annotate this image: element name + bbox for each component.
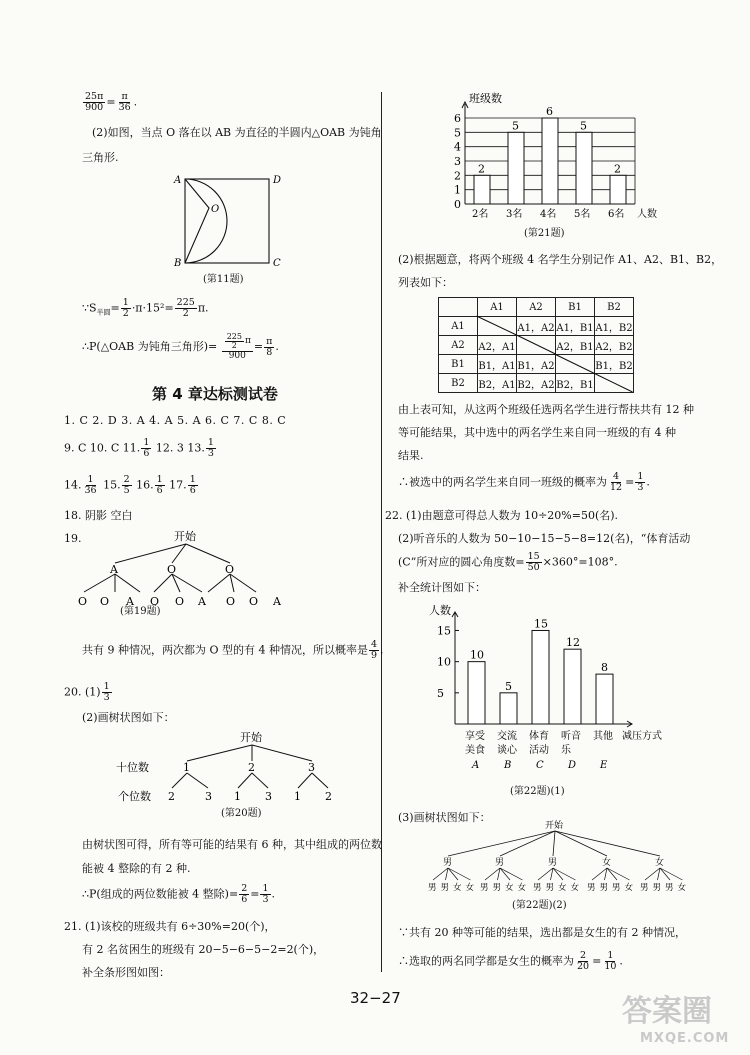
bar-value-label: 15 [534,617,548,631]
tree19-leaf: O [226,595,236,608]
pair-table [438,297,634,393]
x-tick-label: 3名 [506,209,523,220]
q11-part2-text2: 三角形. [82,151,119,164]
q22-part3-text: (3)画树状图如下： [398,811,491,824]
tree20-root: 开始 [240,731,262,744]
tree22-leaf: 男 [640,883,649,893]
tree22-leaf: 女 [558,883,567,893]
q21-part1-line2: 有 2 名贫困生的班级有 20−5−6−5−2=2(个)， [82,943,325,956]
tree22-l1: 女 [655,858,665,868]
tree22-leaf: 女 [677,883,687,893]
tree20-row2-label: 个位数 [118,790,151,803]
bar-value-label: 12 [566,636,580,650]
chapter-heading: 第 4 章达标测试卷 [152,385,278,403]
tree22-leaf: 男 [587,883,596,893]
table-row [439,336,634,355]
tree22-leaf: 女 [505,883,514,893]
q20-part2-text: (2)画树状图如下： [82,711,175,724]
tree22-edge [448,868,471,880]
q22-part2-a: (2)听音乐的人数为 50−10−15−5−8=12(名)，“体育活动 [398,532,691,545]
x-letter-label: E [600,760,608,771]
x-letter-label: B [504,760,512,771]
tree22-leaf: 女 [465,883,475,893]
table-cell: A2 [517,298,556,317]
tree19-leaf: O [100,595,110,608]
bar-B [500,693,517,724]
y-tick-label: 4 [454,140,461,154]
y-tick-label: 0 [454,198,461,211]
x-tick-label: 美食 [465,745,485,756]
tree20-l1: 1 [183,761,190,774]
y-tick-label: 3 [454,155,461,168]
table-cell [556,355,595,374]
bar-value-label: 8 [601,661,608,675]
bar-C [532,630,549,724]
table-cell: B2，A2 [517,374,556,393]
table-cell: B2 [595,298,634,317]
tree22-l1: 女 [602,858,612,868]
tree22-leaf: 男 [599,883,609,893]
label-b: B [174,258,182,269]
label-a: A [174,175,182,186]
table-cell: A2，A1 [478,336,517,355]
caption-tree19: (第19题) [120,606,161,617]
y-tick-label: 2 [454,169,461,183]
table-cell: B2，B1 [556,374,595,393]
y-axis-label: 人数 [429,604,451,617]
y-tick-label: 10 [437,655,451,669]
answers-1-8: 1. C 2. D 3. A 4. A 5. A 6. C 7. C 8. C [64,414,287,427]
tree22-leaf: 女 [624,883,634,893]
bar-value-label: 2 [614,162,621,176]
q20-result-1: 由树状图可得，所有等可能的结果有 6 种，其中组成的两位数 [82,838,382,851]
tree22-edge [660,868,670,880]
tree20-leaf: 2 [168,790,175,803]
table-cell: A2，B1 [556,336,595,355]
caption-tree20: (第20题) [221,808,262,819]
tree22-leaf: 女 [570,883,580,893]
q11-part2-text: (2)如图，当点 O 落在以 AB 为直径的半圆内△OAB 为钝角 [92,126,382,139]
tree22-leaf: 女 [517,883,527,893]
table-cell: A1，A2 [517,317,556,336]
table-cell [439,298,478,317]
probability-11-line: ∴P(△OAB 为钝角三角形)= $\frac{225}{2}$ π 900 = $\frac{\pi}{8}$ . [82,332,279,361]
q21-part1-line3: 补全条形图如图： [82,966,170,979]
tree22-edge [607,868,630,880]
x-tick-label: 享受 [465,731,485,742]
answers-9-13: 9. C 10. C 11. $\frac{1}{6}$ 12. 3 13. $\frac{1}{3}$ [64,437,214,459]
table-cell: B1 [556,298,595,317]
x-tick-label: 5名 [574,209,591,220]
tree22-leaf: 男 [612,883,621,893]
tree22-root: 开始 [545,821,564,831]
table-cell: A2，B2 [595,336,634,355]
bar-D [564,649,581,724]
q22-result: ∵共有 20 种等可能的结果，选出都是女生的有 2 种情况， [398,926,686,939]
table-cell [478,317,517,336]
q21-analysis-1: 由上表可知，从这两个班级任选两名学生进行帮扶共有 12 种 [398,403,694,416]
caption-chart22: (第22题)(1) [510,786,565,797]
tree20-leaf: 3 [265,790,272,803]
tree20-leaf: 3 [205,790,212,803]
q20-probability: ∴P(组成的两位数能被 4 整除)= $\frac{2}{6}$ = $\frac{1}{3}$ . [82,883,276,905]
x-axis-label: 减压方式 [622,731,662,742]
x-tick-label: 体育 [529,731,549,742]
table-cell: B1，A2 [517,355,556,374]
q21-part2-text-b: 列表如下： [398,276,453,289]
tree22-leaf: 男 [428,883,437,893]
tree22-edge [555,831,607,856]
tree20-l1: 2 [248,761,255,774]
tree20-leaf: 1 [234,790,241,803]
tree19-leaf: O [150,595,160,608]
tree22-edge [660,868,683,880]
watermark-logo: 答案圈 [622,994,712,1029]
tree20-row1-label: 十位数 [116,761,149,774]
y-tick-label: 5 [454,126,461,140]
x-tick-label: 4名 [540,209,557,220]
y-tick-label: 6 [454,112,461,125]
x-tick-label: 交流 [497,731,517,742]
bar-3名 [508,132,524,204]
tree22-edge [553,868,563,880]
x-letter-label: A [472,760,480,771]
tree19-leaf: O [78,595,88,608]
q22-part1: 22. (1)由题意可得总人数为 10÷20%=50(名). [385,509,619,522]
answer-18: 18. 阴影 空白 [64,509,133,522]
page-number: 32−27 [350,989,401,1007]
table-cell: B1，B2 [595,355,634,374]
tree19-leaf: O [249,595,259,608]
table-row [439,317,634,336]
tree22-edge [555,831,660,856]
caption-tree22: (第22题)(2) [512,900,567,911]
tree22-leaf: 男 [492,883,502,893]
tree22-edge [500,868,523,880]
label-c: C [273,258,281,269]
label-d: D [273,175,282,186]
tree19-leaf: A [273,595,281,608]
tree22-leaf: 男 [480,883,489,893]
fraction-line: $\frac{25\pi}{900}$ = $\frac{\pi}{36}$ . [85,91,138,113]
tree22-leaf: 男 [533,883,542,893]
table-cell: B1 [439,355,478,374]
q21-probability: ∴被选中的两名学生来自同一班级的概率为 $\frac{4}{12}$ = $\frac{1}{3}$ . [398,471,650,493]
x-letter-label: C [536,760,544,771]
bar-6名 [610,175,626,204]
tree19-l1-a: A [110,563,118,576]
x-tick-label: 活动 [529,745,549,756]
x-letter-label: D [568,760,577,771]
tree-diagram-22 [420,818,690,908]
semicircle-ab [185,179,227,263]
bar-value-label: 6 [546,105,553,118]
y-axis-label: 班级数 [469,92,502,105]
bar-A [468,662,485,724]
tree19-leaf: O [175,595,185,608]
y-tick-label: 5 [437,686,444,700]
question-19-label: 19. [64,532,82,545]
chart-21 [420,90,690,240]
tree20-leaf: 1 [294,790,301,803]
q22-probability: ∴选取的两名同学都是女生的概率为 $\frac{2}{20}$ = $\frac{1}{10}$ . [398,950,623,972]
tree22-edge [500,868,510,880]
figure-11 [165,168,290,283]
table-cell: B2，A1 [478,374,517,393]
x-tick-label: 其他 [593,731,613,742]
tree20-l1: 3 [308,761,315,774]
tree22-leaf: 男 [652,883,662,893]
q22-fill-chart-text: 补全统计图如下： [398,581,486,594]
bar-value-label: 2 [478,162,485,176]
bar-value-label: 5 [512,119,519,133]
watermark-url: MXQE.COM [640,1031,730,1046]
bar-5名 [576,132,592,204]
x-tick-label: 乐 [561,745,571,756]
label-o: O [211,204,220,215]
table-cell [517,336,556,355]
tree22-edge [448,831,555,856]
triangle-oab [185,179,209,263]
table-cell: A2 [439,336,478,355]
caption-chart21: (第21题) [524,228,565,239]
tree19-leaf: A [126,595,134,608]
table-row [439,355,634,374]
table-cell: A1，B2 [595,317,634,336]
answers-14-17: 14. $\frac{1}{36}$ 15. $\frac{2}{5}$ 16. $\frac{1}{6}$ 17. $\frac{1}{6}$ [64,474,196,496]
bar-4名 [542,118,558,204]
q21-part1-line1: 21. (1)该校的班级共有 6÷30%=20(个)， [64,920,276,933]
tree19-leaf: A [198,595,206,608]
table-cell [595,374,634,393]
tree22-edge [500,831,555,856]
chart-22 [400,598,700,798]
tree22-l1: 男 [548,858,558,868]
tree22-l1: 男 [495,858,505,868]
table-cell: A1 [439,317,478,336]
tree20-leaf: 2 [325,790,332,803]
q21-analysis-2: 等可能结果，其中选中的两名学生来自同一班级的有 4 种 [398,426,676,439]
tree22-edge [448,868,458,880]
bar-value-label: 10 [470,648,484,662]
semicircle-area-line: $\because S_{半圆}=$ $\frac{1}{2}$ ·π·15²= $\frac{225}{2}$ π. [82,297,209,319]
x-tick-label: 听音 [561,731,581,742]
table-cell: B2 [439,374,478,393]
bar-E [596,674,613,724]
q21-analysis-3: 结果. [398,449,424,462]
tree22-edge [553,868,576,880]
q20-result-2: 能被 4 整除的有 2 种. [82,862,191,875]
table-row [439,374,634,393]
table-header-row [439,298,634,317]
tree22-edge [607,868,617,880]
table-cell: A1，B1 [556,317,595,336]
tree22-leaf: 女 [453,883,462,893]
y-tick-label: 15 [437,624,451,638]
table-cell: A1 [478,298,517,317]
tree22-edge [553,831,555,856]
bar-2名 [474,175,490,204]
tree19-l1-o1: O [167,563,177,576]
x-tick-label: 谈心 [497,745,517,756]
table-cell: B1，A1 [478,355,517,374]
tree19-l1-o2: O [225,563,235,576]
y-tick-label: 1 [454,183,461,197]
tree-diagram-19 [68,527,298,622]
x-axis-label: 人数 [637,209,657,220]
q21-part2-text-a: (2)根据题意，将两个班级 4 名学生分别记作 A1、A2、B1、B2， [398,253,723,266]
x-tick-label: 6名 [608,209,625,220]
q22-part2-b: (C”所对应的圆心角度数= $\frac{15}{50}$ ×360°=108°. [398,551,618,573]
tree22-l1: 男 [443,858,453,868]
bar-value-label: 5 [505,679,512,693]
tree22-leaf: 男 [545,883,555,893]
caption-fig11: (第11题) [203,274,244,285]
q19-conclusion: 共有 9 种情况，两次都为 O 型的有 4 种情况，所以概率是 $\frac{4}{9}$ . [82,639,384,661]
x-tick-label: 2名 [472,209,489,220]
tree22-leaf: 男 [440,883,450,893]
tree22-leaf: 男 [665,883,674,893]
q20-part1: 20. (1) $\frac{1}{3}$ [64,681,110,703]
tree19-root: 开始 [174,530,196,543]
bar-value-label: 5 [580,119,587,133]
pair-table-wrap [438,297,634,393]
